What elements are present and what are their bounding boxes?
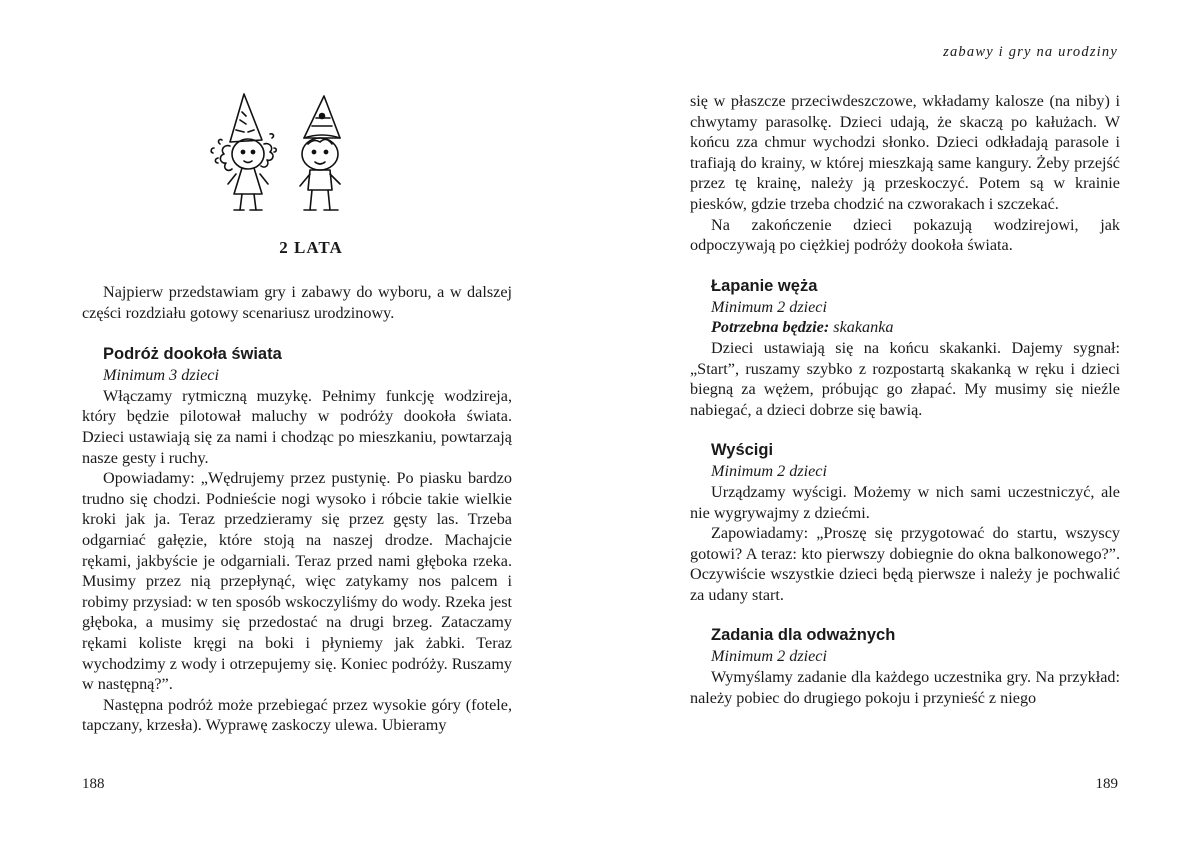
races-paragraph-1: Urządzamy wyścigi. Możemy w nich sami uczestniczyć, ale nie wygrywajmy z dziećmi. xyxy=(690,482,1120,522)
races-paragraph-2: Zapowiadamy: „Proszę się przygotować do startu, wszyscy gotowi? A teraz: kto pierwszy dobiegnie do okna balkonowego?”. Oczywiście wszystkie dzieci będą pierwsze i należy je pochwalić za udany start. xyxy=(690,524,1120,604)
section-minimum-travel: Minimum 3 dzieci xyxy=(103,366,219,385)
intro-paragraph: Najpierw przedstawiam gry i zabawy do wyboru, a w dalszej części rozdziału gotowy scenariusz urodzinowy. xyxy=(82,283,512,322)
section-minimum-races: Minimum 2 dzieci xyxy=(711,462,827,481)
chapter-title: 2 LATA xyxy=(279,238,343,257)
party-children-illustration xyxy=(200,90,360,220)
section-minimum-brave-tasks: Minimum 2 dzieci xyxy=(711,647,827,666)
travel-ending-paragraph: Na zakończenie dzieci pokazują wodzirejowi, jak odpoczywają po ciężkiej podróży dookoła świata. xyxy=(690,215,1120,255)
section-needed-snake xyxy=(690,317,1120,338)
travel-continuation-paragraph: się w płaszcze przeciwdeszczowe, wkładamy kalosze (na niby) i chwytamy parasolkę. Dzieci udają, że skaczą po kałużach. W końcu zza chmur wychodzi słonko. Dzieci odkładają parasole i trafiają do krainy, w której mieszkają same kangury. Żeby przejść przez tę krainę, należy ją przeskoczyć. Potem są w krainie piesków, gdzie trzeba chodzić na czworakach i szczekać. xyxy=(690,92,1120,213)
running-head: zabawy i gry na urodziny xyxy=(943,44,1118,60)
section-minimum-snake: Minimum 2 dzieci xyxy=(711,297,827,316)
travel-paragraph-1: Włączamy rytmiczną muzykę. Pełnimy funkcję wodzireja, który będzie pilotował maluchy w podróży dookoła świata. Dzieci ustawiają się za nami i chodząc po mieszkaniu, powtarzają nasze gesty i ruchy. xyxy=(82,386,512,467)
page-number-left: 188 xyxy=(82,776,105,792)
travel-paragraph-3: Następna podróż może przebiegać przez wysokie góry (fotele, tapczany, krzesła). Wyprawę zaskoczy ulewa. Ubieramy xyxy=(82,695,512,735)
section-title-races: Wyścigi xyxy=(711,441,774,460)
left-text-column xyxy=(82,282,512,736)
needed-value: skakanka xyxy=(833,318,894,337)
travel-paragraph-2: Opowiadamy: „Wędrujemy przez pustynię. Po piasku bardzo trudno się chodzi. Podnieście nogi wysoko i róbcie takie wielkie kroki jak ja. Teraz przedzieramy się przez gęsty las. Trzeba odgarniać gałęzie, które stoją na naszej drodze. Machajcie rękami, jakbyście je odgarniali. Teraz przed nami głęboka rzeka. Musimy przez nią przepłynąć, więc zatykamy nos palcem i robimy przysiad: w ten sposób wskoczyliśmy do wody. Rzeka jest głęboka, a musimy się przedostać na drugi brzeg. Zataczamy rękami koliste kręgi na boki i płyniemy jak żabki. Teraz wychodzimy z wody i otrzepujemy się. Koniec podróży. Ruszamy w następną?”. xyxy=(82,469,512,694)
right-text-column xyxy=(690,91,1120,708)
section-title-travel: Podróż dookoła świata xyxy=(103,345,282,364)
page-number-right: 189 xyxy=(1095,776,1118,792)
brave-tasks-paragraph-1: Wymyślamy zadanie dla każdego uczestnika gry. Na przykład: należy pobiec do drugiego pokoju i przynieść z niego xyxy=(690,668,1120,707)
needed-label: Potrzebna będzie: xyxy=(711,318,830,337)
snake-paragraph-1: Dzieci ustawiają się na końcu skakanki. Dajemy sygnał: „Start”, ruszamy szybko z rozpostartą skakanką w ręku i dzieci biegną za wężem, próbując go złapać. My musimy się nieźle nabiegać, a dzieci dobrze się bawią. xyxy=(690,338,1120,419)
section-title-brave-tasks: Zadania dla odważnych xyxy=(711,626,896,645)
section-title-snake: Łapanie węża xyxy=(711,276,818,295)
